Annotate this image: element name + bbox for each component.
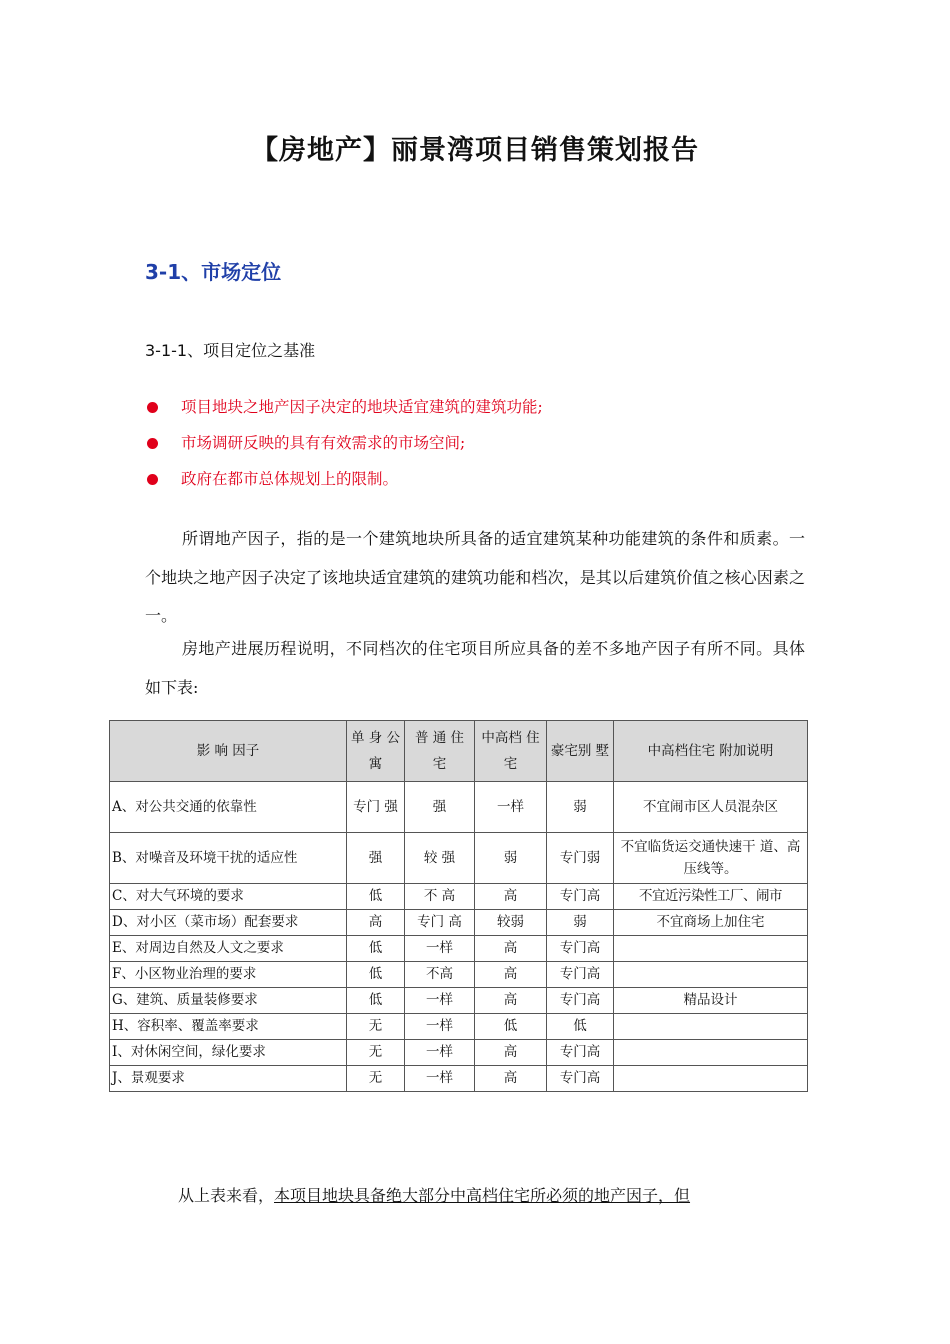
table-cell: 不宜闹市区人员混杂区 [614, 782, 808, 833]
table-row [110, 910, 808, 936]
list-item [145, 393, 543, 429]
table-cell: 精品设计 [614, 988, 808, 1014]
table-cell: 弱 [475, 833, 547, 884]
table-cell: 不宜近污染性工厂、闹市 [614, 884, 808, 910]
list-item-text: 项目地块之地产因子决定的地块适宜建筑的建筑功能; [181, 398, 543, 416]
table-row [110, 962, 808, 988]
criteria-list [145, 393, 543, 501]
table-cell: 专门高 [547, 988, 614, 1014]
table-cell [614, 936, 808, 962]
table-cell: 低 [347, 884, 405, 910]
table-cell: 低 [347, 988, 405, 1014]
table-cell: J、景观要求 [110, 1066, 347, 1092]
table-row [110, 1040, 808, 1066]
section-heading: 3-1、市场定位 [145, 260, 282, 284]
table-cell: H、容积率、覆盖率要求 [110, 1014, 347, 1040]
table-cell: 不宜商场上加住宅 [614, 910, 808, 936]
table-row [110, 936, 808, 962]
table-cell: 低 [547, 1014, 614, 1040]
table-row [110, 1014, 808, 1040]
table-cell: 低 [347, 962, 405, 988]
table-cell: 弱 [547, 782, 614, 833]
paragraph-intro-table: 房地产进展历程说明，不同档次的住宅项目所应具备的差不多地产因子有所不同。具体如下表: [145, 639, 805, 697]
table-cell: 高 [475, 936, 547, 962]
table-cell: 无 [347, 1066, 405, 1092]
table-cell: 强 [347, 833, 405, 884]
list-item [145, 465, 543, 501]
table-cell: 不宜临货运交通快速干 道、高压线等。 [614, 833, 808, 884]
table-cell: 专门高 [547, 884, 614, 910]
table-cell: B、对噪音及环境干扰的适应性 [110, 833, 347, 884]
table-cell: 专门高 [547, 962, 614, 988]
column-header: 中高档 住宅 [475, 721, 547, 782]
table-cell: 专门高 [547, 1066, 614, 1092]
table-cell: 一样 [405, 1040, 475, 1066]
table-row [110, 782, 808, 833]
table-cell: 一样 [405, 988, 475, 1014]
table-cell: I、对休闲空间，绿化要求 [110, 1040, 347, 1066]
column-header: 豪宅别 墅 [547, 721, 614, 782]
table-cell: 专门弱 [547, 833, 614, 884]
table-cell: 强 [405, 782, 475, 833]
conclusion-lead: 从上表来看， [178, 1186, 275, 1205]
list-item [145, 429, 543, 465]
table-cell: 一样 [405, 1014, 475, 1040]
table-cell: 无 [347, 1040, 405, 1066]
table-row [110, 988, 808, 1014]
table-cell: 无 [347, 1014, 405, 1040]
table-cell: 不高 [405, 962, 475, 988]
list-item-text: 政府在都市总体规划上的限制。 [181, 470, 399, 488]
conclusion-underlined: 本项目地块具备绝大部分中高档住宅所必须的地产因子，但 [274, 1186, 691, 1205]
list-item-text: 市场调研反映的具有有效需求的市场空间; [181, 434, 466, 452]
table-cell: A、对公共交通的依靠性 [110, 782, 347, 833]
table-cell: G、建筑、质量装修要求 [110, 988, 347, 1014]
table-cell: 高 [347, 910, 405, 936]
table-cell: D、对小区（菜市场）配套要求 [110, 910, 347, 936]
table-cell: 一样 [475, 782, 547, 833]
table-cell [614, 1014, 808, 1040]
table-cell [614, 962, 808, 988]
table-cell: 低 [347, 936, 405, 962]
table-cell: 较 强 [405, 833, 475, 884]
table-cell: 高 [475, 1066, 547, 1092]
table-cell: 较弱 [475, 910, 547, 936]
column-header: 中高档住宅 附加说明 [614, 721, 808, 782]
table-header-row [110, 721, 808, 782]
table-cell: F、小区物业治理的要求 [110, 962, 347, 988]
table-cell [614, 1040, 808, 1066]
table-cell: 高 [475, 962, 547, 988]
table-cell [614, 1066, 808, 1092]
subsection-heading: 3-1-1、项目定位之基准 [145, 341, 316, 360]
table-cell: 专门高 [547, 1040, 614, 1066]
column-header: 普 通 住 宅 [405, 721, 475, 782]
table-row [110, 833, 808, 884]
factor-table [109, 720, 808, 1092]
table-cell: 专门 强 [347, 782, 405, 833]
table-row [110, 884, 808, 910]
paragraph-definition: 所谓地产因子，指的是一个建筑地块所具备的适宜建筑某种功能建筑的条件和质素。一个地块之地产因子决定了该地块适宜建筑的建筑功能和档次，是其以后建筑价值之核心因素之一。 [145, 529, 805, 625]
column-header: 单 身 公 寓 [347, 721, 405, 782]
table-cell: E、对周边自然及人文之要求 [110, 936, 347, 962]
column-header: 影 响 因子 [110, 721, 347, 782]
table-cell: 一样 [405, 1066, 475, 1092]
bullet-icon [147, 474, 158, 485]
table-cell: 弱 [547, 910, 614, 936]
bullet-icon [147, 402, 158, 413]
table-cell: 高 [475, 884, 547, 910]
bullet-icon [147, 438, 158, 449]
table-cell: 专门高 [547, 936, 614, 962]
paragraph-conclusion [178, 1183, 690, 1206]
table-cell: 不 高 [405, 884, 475, 910]
table-cell: C、对大气环境的要求 [110, 884, 347, 910]
table-cell: 高 [475, 988, 547, 1014]
table-cell: 低 [475, 1014, 547, 1040]
table-row [110, 1066, 808, 1092]
table-cell: 一样 [405, 936, 475, 962]
table-cell: 专门 高 [405, 910, 475, 936]
table-cell: 高 [475, 1040, 547, 1066]
document-title: 【房地产】丽景湾项目销售策划报告 [251, 135, 699, 166]
